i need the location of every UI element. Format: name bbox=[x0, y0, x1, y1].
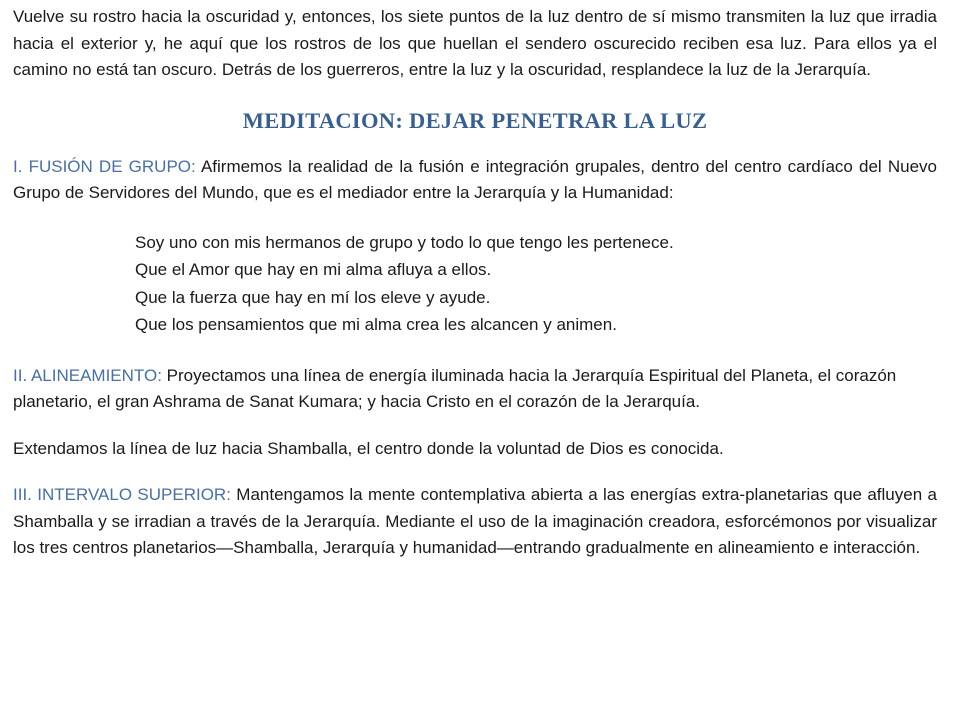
extend-line-paragraph: Extendamos la línea de luz hacia Shamballa, el centro donde la voluntad de Dios es conocida. bbox=[13, 438, 724, 458]
section-intervalo bbox=[13, 482, 937, 562]
meditation-title: MEDITACION: DEJAR PENETRAR LA LUZ bbox=[242, 107, 708, 133]
affirmations-list bbox=[135, 229, 937, 339]
section-alineamiento-heading: II. ALINEAMIENTO: bbox=[13, 365, 162, 385]
affirmation-line: Soy uno con mis hermanos de grupo y todo lo que tengo les pertenece. bbox=[135, 232, 674, 252]
section-intervalo-body: Mantengamos la mente contemplativa abierta a las energías extra-planetarias que afluyen a Shamballa y se irradian a través de la Jerarquía. Mediante el uso de la imaginación creadora, esforcémonos por visualizar los tres centros planetarios—Shamballa, Jerarquía y humanidad—entrando gradualmente en alineamiento e interacción. bbox=[13, 485, 937, 557]
affirmation-line: Que los pensamientos que mi alma crea les alcancen y animen. bbox=[135, 315, 617, 334]
section-fusion-heading: I. FUSIÓN DE GRUPO: bbox=[13, 156, 196, 176]
document-page bbox=[13, 4, 937, 562]
affirmation-line: Que la fuerza que hay en mí los eleve y ayude. bbox=[135, 287, 491, 307]
section-intervalo-heading: III. INTERVALO SUPERIOR: bbox=[13, 485, 231, 504]
intro-paragraph: Vuelve su rostro hacia la oscuridad y, entonces, los siete puntos de la luz dentro de sí mismo transmiten la luz que irradia hacia el exterior y, he aquí que los rostros de los que huellan el sendero oscurecido reciben esa luz. Para ellos ya el camino no está tan oscuro. Detrás de los guerreros, entre la luz y la oscuridad, resplandece la luz de la Jerarquía. bbox=[13, 7, 937, 79]
affirmation-line: Que el Amor que hay en mi alma afluya a ellos. bbox=[135, 260, 492, 279]
section-fusion bbox=[13, 154, 937, 207]
section-alineamiento bbox=[13, 363, 937, 416]
section-alineamiento-body: Proyectamos una línea de energía iluminada hacia la Jerarquía Espiritual del Planeta, el corazón planetario, el gran Ashrama de Sanat Kumara; y hacia Cristo en el corazón de la Jerarquía. bbox=[13, 365, 897, 411]
section-fusion-body: Afirmemos la realidad de la fusión e integración grupales, dentro del centro cardíaco del Nuevo Grupo de Servidores del Mundo, que es el mediador entre la Jerarquía y la Humanidad: bbox=[13, 156, 937, 202]
